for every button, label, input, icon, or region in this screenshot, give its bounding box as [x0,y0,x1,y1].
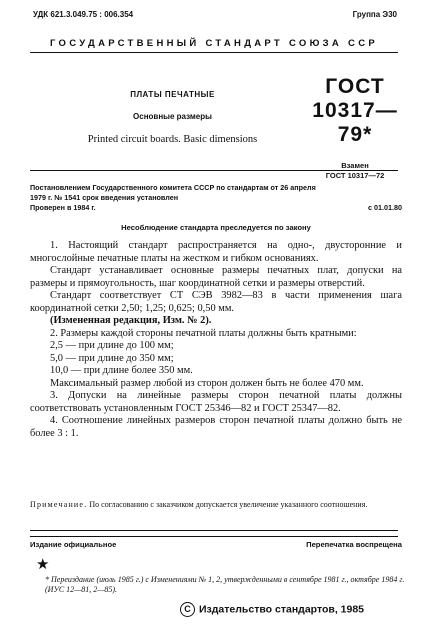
title-block [55,90,290,145]
title-en: Printed circuit boards. Basic dimensions [87,134,258,145]
note-lead: Примечание. [30,500,88,509]
paragraph-1: 1. Настоящий стандарт распространяется на одно-, двусторонние и многослойные печатные платы на жестком и гибком основаниях. [30,240,402,264]
title-ru: ПЛАТЫ ПЕЧАТНЫЕ [130,90,215,99]
note-block [30,500,402,510]
star-icon: ★ [36,557,50,573]
list-item-3: 10,0 — при длине более 350 мм. [50,365,193,376]
header-rule [30,52,398,53]
list-item-1: 2,5 — при длине до 100 мм; [50,340,174,351]
decree-line-1: Постановлением Государственного комитета СССР по стандартам от 26 апреля [30,183,316,192]
replace-value: ГОСТ 10317—72 [325,171,385,180]
paragraph-4: 2. Размеры каждой стороны печатной платы должны быть кратными: [50,327,357,339]
effective-date: с 01.01.80 [368,202,402,212]
replace-label: Взамен [341,161,369,170]
reissue-note: * Переиздание (июль 1985 г.) с Изменениями № 1, 2, утвержденными в сентябре 1981 г., октябре 1984 г. (ИУС 12—81, 2—85). [45,575,405,594]
list-item-2: 5,0 — при длине до 350 мм; [50,352,174,364]
copyright-icon: C [180,602,195,617]
subtitle-ru: Основные размеры [133,112,212,121]
udk-code: УДК 621.3.049.75 : 006.354 [33,10,134,19]
group-code: Группа Э30 [352,10,397,19]
title-rule [30,170,398,171]
edition-note: (Измененная редакция, Изм. № 2). [50,315,212,326]
footer-rule [30,530,398,531]
decree-line-2: 1979 г. № 1541 срок введения установлен [30,192,179,202]
legal-notice: Несоблюдение стандарта преследуется по закону [121,223,311,232]
footer-rule-thin [30,536,398,537]
paragraph-7: 4. Соотношение линейных размеров сторон печатной платы должно быть не более 3 : 1. [30,415,402,439]
copyright-line [180,602,410,617]
reprint-prohibited: Перепечатка воспрещена [306,540,402,549]
gost-block [300,75,410,181]
body-text [30,240,402,440]
copyright-text: Издательство стандартов, 1985 [199,603,365,616]
note-text: По согласованию с заказчиком допускается увеличение указанного соотношения. [89,500,368,509]
decree-block [30,183,402,212]
gost-label: ГОСТ [325,75,385,98]
official-edition: Издание официальное [30,540,117,549]
paragraph-3: Стандарт соответствует СТ СЭВ 3982—83 в части применения шага координатной сетки 2,50; 1,25; 0,625; 0,50 мм. [30,290,402,314]
decree-line-3: Проверен в 1984 г. [30,202,96,212]
paragraph-6: 3. Допуски на линейные размеры сторон печатной платы должны соответствовать установленным ГОСТ 25346—82 и ГОСТ 25347—82. [30,390,402,414]
standard-title: ГОСУДАРСТВЕННЫЙ СТАНДАРТ СОЮЗА ССР [49,38,378,49]
gost-number: 10317—79* [312,99,398,146]
paragraph-2: Стандарт устанавливает основные размеры печатных плат, допуски на размеры и прямоугольность, шаг координатной сетки и размеры отверстий. [30,265,402,289]
paragraph-5: Максимальный размер любой из сторон должен быть не более 470 мм. [50,377,364,389]
